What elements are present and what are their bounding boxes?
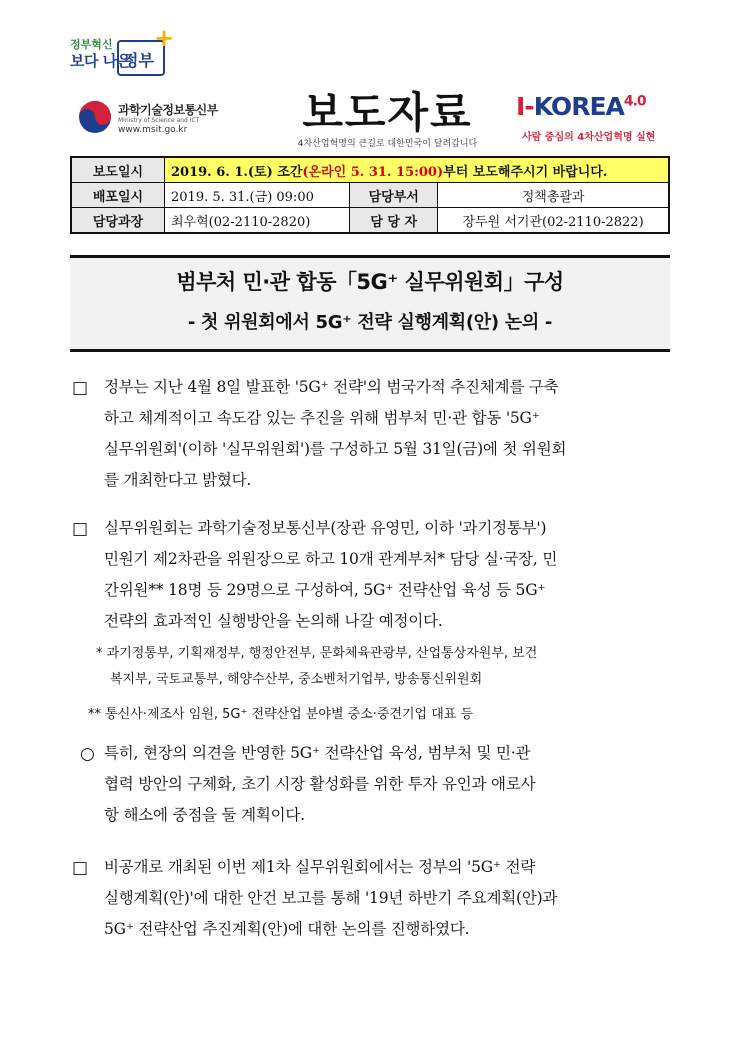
press-release-title: 보도자료 (302, 88, 473, 137)
department-label: 담당부서 (350, 183, 438, 208)
distribution-date-value: 2019. 5. 31.(금) 09:00 (165, 183, 350, 208)
press-release-subtitle: 4차산업혁명의 큰길로 대한민국이 달려갑니다 (297, 139, 478, 149)
gov-logo-box-text: 정부 (123, 51, 154, 70)
report-date-main: 2019. 6. 1.(토) 조간 (171, 164, 303, 180)
paragraph-1 (104, 372, 674, 496)
taegeuk-emblem-icon (78, 100, 112, 134)
ministry-logo (78, 98, 248, 140)
ikorea-word: KOREA (533, 92, 624, 121)
gov-logo-big-text: 보다 나은 (70, 52, 131, 70)
headline-sub: - 첫 위원회에서 5G⁺ 전략 실행계획(안) 논의 - (187, 312, 553, 333)
distribution-date-label: 배포일시 (71, 183, 165, 208)
ministry-name: 과학기술정보통신부 (118, 103, 218, 117)
table-row (71, 157, 669, 183)
ikorea-wordmark (516, 92, 646, 121)
headline-main: 범부처 민·관 합동「5G⁺ 실무위원회」구성 (176, 270, 564, 294)
paragraph-4 (104, 852, 674, 945)
ikorea-version: 4.0 (623, 93, 646, 110)
circle-bullet-icon: ○ (80, 744, 95, 764)
headline-box (70, 255, 670, 352)
table-row (71, 183, 669, 208)
square-bullet-icon: □ (72, 858, 89, 878)
release-info-table (70, 156, 670, 234)
contact-person-label: 담 당 자 (350, 208, 438, 234)
ikorea-i: I- (516, 92, 534, 121)
paragraph-line: 를 개최한다고 밝혔다. (104, 471, 252, 489)
gov-innovation-logo (70, 24, 175, 80)
paragraph-line: 실무위원회'(이하 '실무위원회')를 구성하고 5월 31일(금)에 첫 위원회 (104, 440, 567, 458)
plus-icon: + (154, 24, 175, 52)
report-date-value (165, 157, 670, 183)
footnote-line: 복지부, 국토교통부, 해양수산부, 중소벤처기업부, 방송통신위원회 (110, 672, 483, 687)
ministry-eng-name: Ministry of Science and ICT (118, 117, 200, 124)
paragraph-3 (104, 738, 674, 831)
paragraph-line: 민원기 제2차관을 위원장으로 하고 10개 관계부처* 담당 실·국장, 민 (104, 550, 558, 568)
footnote-ministries (96, 641, 676, 693)
paragraph-2 (104, 513, 674, 637)
gov-logo-small-text: 정부혁신 (70, 38, 113, 51)
paragraph-line: 비공개로 개최된 이번 제1차 실무위원회에서는 정부의 '5G⁺ 전략 (104, 858, 536, 876)
table-row (71, 208, 669, 234)
contact-person-value: 장두원 서기관(02-2110-2822) (438, 208, 669, 234)
paragraph-line: 특히, 현장의 의견을 반영한 5G⁺ 전략산업 육성, 범부처 및 민·관 (104, 744, 531, 762)
square-bullet-icon: □ (72, 519, 89, 539)
report-date-label: 보도일시 (71, 157, 165, 183)
footnote-line: * 과기정통부, 기획재정부, 행정안전부, 문화체육관광부, 산업통상자원부, 보건 (96, 646, 538, 661)
ikorea-slogan: 사람 중심의 4차산업혁명 실현 (522, 132, 656, 143)
paragraph-line: 실행계획(안)'에 대한 안건 보고를 통해 '19년 하반기 주요계획(안)과 (104, 889, 558, 907)
division-head-value: 최우혁(02-2110-2820) (165, 208, 350, 234)
report-date-note: 부터 보도해주시기 바랍니다. (443, 164, 608, 180)
paragraph-line: 정부는 지난 4월 8일 발표한 '5G⁺ 전략'의 범국가적 추진체계를 구축 (104, 378, 559, 396)
footnote-private-members: ** 통신사·제조사 임원, 5G⁺ 전략산업 분야별 중소·중견기업 대표 등 (88, 707, 474, 722)
ikorea-logo (516, 92, 686, 142)
ministry-url: www.msit.go.kr (118, 125, 188, 135)
report-date-online: (온라인 5. 31. 15:00) (302, 164, 444, 180)
paragraph-line: 전략의 효과적인 실행방안을 논의해 나갈 예정이다. (104, 612, 443, 630)
square-bullet-icon: □ (72, 378, 89, 398)
paragraph-line: 간위원** 18명 등 29명으로 구성하여, 5G⁺ 전략산업 육성 등 5G⁺ (104, 581, 546, 599)
division-head-label: 담당과장 (71, 208, 165, 234)
paragraph-line: 하고 체계적이고 속도감 있는 추진을 위해 범부처 민·관 합동 '5G⁺ (104, 409, 540, 427)
paragraph-line: 항 해소에 중점을 둘 계획이다. (104, 806, 305, 824)
department-value: 정책총괄과 (438, 183, 669, 208)
paragraph-line: 협력 방안의 구체화, 초기 시장 활성화를 위한 투자 유인과 애로사 (104, 775, 536, 793)
paragraph-line: 실무위원회는 과학기술정보통신부(장관 유영민, 이하 '과기정통부') (104, 519, 547, 537)
paragraph-line: 5G⁺ 전략산업 추진계획(안)에 대한 논의를 진행하였다. (104, 920, 470, 938)
